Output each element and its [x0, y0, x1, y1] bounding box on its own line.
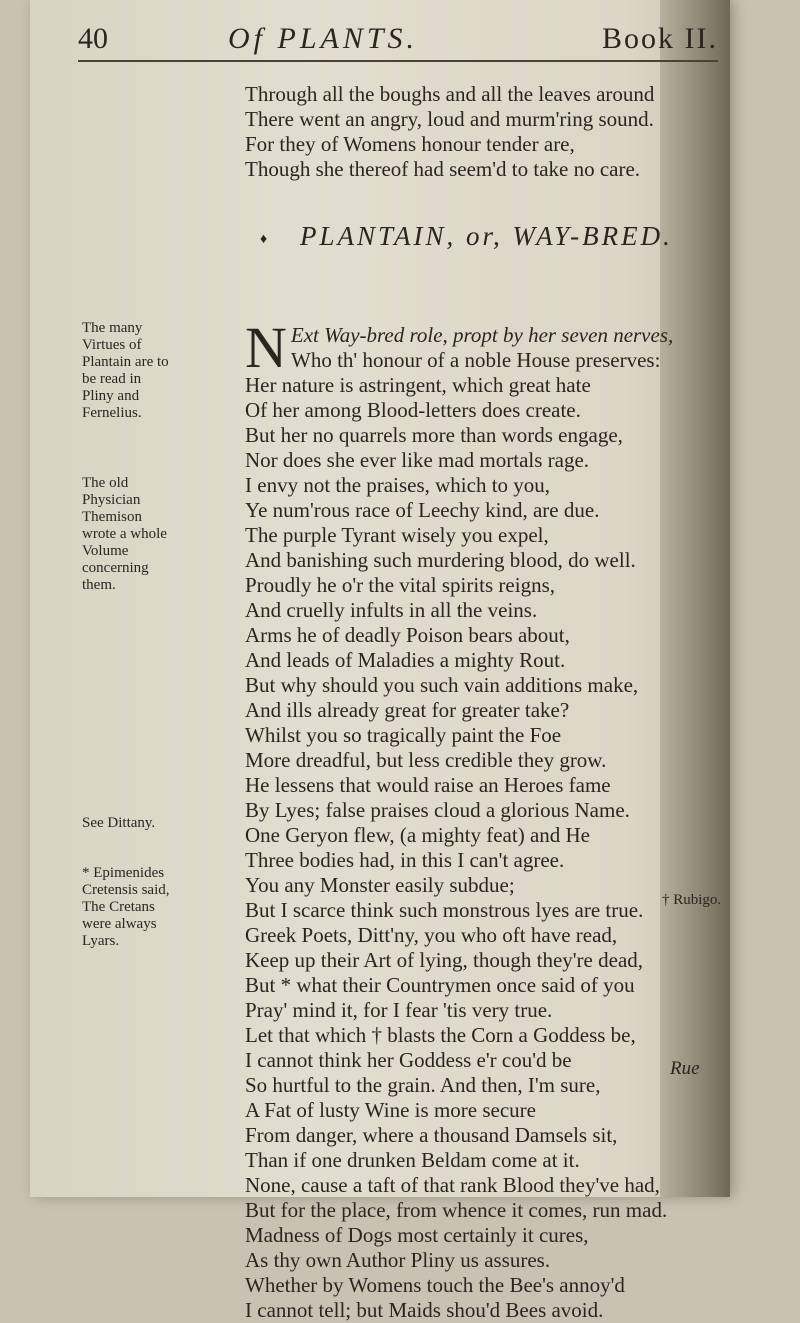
verse-line: But * what their Countrymen once said of you [245, 973, 635, 997]
verse-line: Nor does she ever like mad mortals rage. [245, 448, 590, 472]
verse-line: He lessens that would raise an Heroes fame [245, 773, 611, 797]
margin-note: See Dittany. [82, 815, 156, 831]
verse-line: Arms he of deadly Poison bears about, [245, 623, 570, 647]
verse-line: Whilst you so tragically paint the Foe [245, 723, 562, 747]
margin-note: The old Physician Themison wrote a whole Volume concerning them. [82, 475, 167, 593]
verse-line: Whether by Womens touch the Bee's annoy'd [245, 1273, 625, 1297]
verse-line: But her no quarrels more than words engage, [245, 423, 623, 447]
verse-line: More dreadful, but less credible they grow. [245, 748, 607, 772]
verse-line: But I scarce think such monstrous lyes are true. [245, 898, 644, 922]
verse-line: And leads of Maladies a mighty Rout. [245, 648, 566, 672]
verse-line: I envy not the praises, which to you, [245, 473, 551, 497]
margin-note: * Epimenides Cretensis said, The Cretans were always Lyars. [82, 865, 170, 949]
verse-line: Keep up their Art of lying, though they're dead, [245, 948, 644, 972]
page-number: 40 [78, 22, 108, 55]
page-header [78, 22, 718, 62]
verse-line: Greek Poets, Ditt'ny, you who oft have read, [245, 923, 618, 947]
margin-note-right: † Rubigo. [662, 892, 722, 908]
verse-line: One Geryon flew, (a mighty feat) and He [245, 823, 591, 847]
margin-note: The many Virtues of Plantain are to be read in Pliny and Fernelius. [82, 320, 169, 421]
verse-line: As thy own Author Pliny us assures. [245, 1248, 551, 1272]
book-number: Book II. [602, 22, 718, 55]
verse-line: Who th' honour of a noble House preserves: [291, 348, 661, 372]
verse-line: Than if one drunken Beldam come at it. [245, 1148, 580, 1172]
verse-line: Madness of Dogs most certainly it cures, [245, 1223, 589, 1247]
section-title: PLANTAIN, or, WAY-BRED. [300, 221, 673, 251]
verse-line: I cannot think her Goddess e'r cou'd be [245, 1048, 572, 1072]
verse-line: Let that which † blasts the Corn a Goddess be, [245, 1023, 636, 1047]
verse-line: Her nature is astringent, which great hate [245, 373, 591, 397]
verse-line: So hurtful to the grain. And then, I'm sure, [245, 1073, 601, 1097]
verse-line: A Fat of lusty Wine is more secure [245, 1098, 536, 1122]
verse-line: And cruelly infults in all the veins. [245, 598, 538, 622]
verse-line: Though she thereof had seem'd to take no care. [245, 157, 641, 181]
dropcap: N [245, 315, 287, 380]
verse-line: And banishing such murdering blood, do well. [245, 548, 636, 572]
book-page [30, 0, 730, 1322]
running-title: Of PLANTS. [228, 22, 419, 55]
verse-line: From danger, where a thousand Damsels sit, [245, 1123, 618, 1147]
verse-line: None, cause a taft of that rank Blood they've had, [245, 1173, 660, 1197]
verse-line: The purple Tyrant wisely you expel, [245, 523, 549, 547]
verse-line: But why should you such vain additions make, [245, 673, 639, 697]
verse-line: Proudly he o'r the vital spirits reigns, [245, 573, 555, 597]
main-verse [245, 315, 715, 1323]
verse-line: But for the place, from whence it comes, run mad. [245, 1198, 668, 1222]
verse-line: Ext Way-bred role, propt by her seven nerves, [290, 323, 674, 347]
verse-line: You any Monster easily subdue; [245, 873, 515, 897]
top-verse [245, 82, 654, 182]
verse-lines [245, 373, 715, 1323]
verse-line: There went an angry, loud and murm'ring sound. [245, 107, 654, 131]
verse-line: Three bodies had, in this I can't agree. [245, 848, 565, 872]
verse-line: Pray' mind it, for I fear 'tis very true. [245, 998, 553, 1022]
verse-line: Through all the boughs and all the leaves around [245, 82, 655, 106]
verse-line: By Lyes; false praises cloud a glorious Name. [245, 798, 630, 822]
verse-line: I cannot tell; but Maids shou'd Bees avoid. [245, 1298, 604, 1322]
catchword: Rue [670, 1058, 700, 1079]
ornament-icon: ♦ [260, 232, 268, 247]
verse-line: Of her among Blood-letters does create. [245, 398, 581, 422]
verse-line: Ye num'rous race of Leechy kind, are due. [245, 498, 600, 522]
verse-line: And ills already great for greater take? [245, 698, 570, 722]
verse-line: For they of Womens honour tender are, [245, 132, 575, 156]
